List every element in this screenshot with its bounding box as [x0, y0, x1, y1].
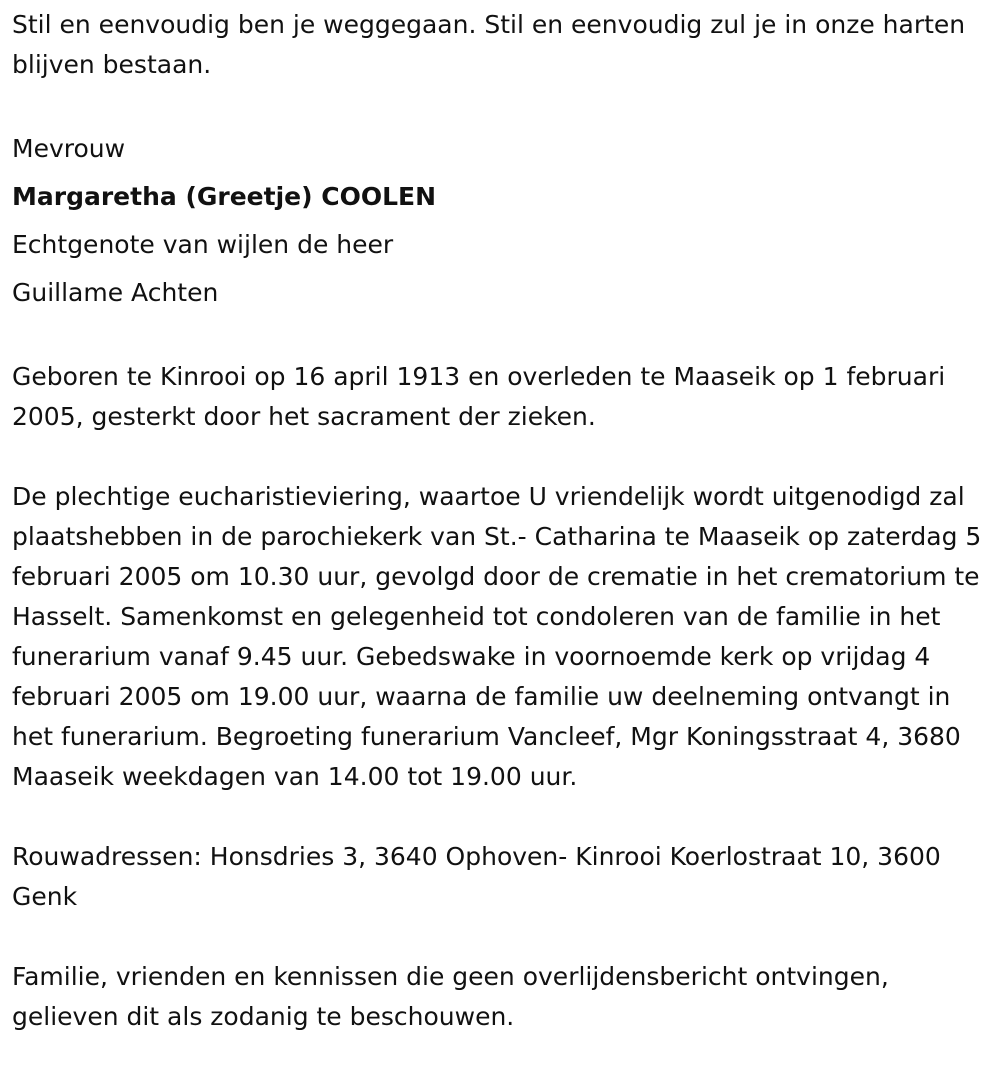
spacer [12, 85, 990, 125]
spouse-line-2: Guillame Achten [12, 278, 219, 307]
spacer [12, 917, 990, 957]
opening-verse: Stil en eenvoudig ben je weggegaan. Stil en eenvoudig zul je in onze harten blijven bestaan. [12, 10, 966, 79]
spouse-line-1: Echtgenote van wijlen de heer [12, 230, 394, 259]
ceremony-paragraph: De plechtige eucharistieviering, waartoe U vriendelijk wordt uitgenodigd zal plaatshebben in de parochiekerk van St.- Catharina te Maaseik op zaterdag 5 februari 2005 om 10.30 uur, gevolgd door de crematie in het crematorium te Hasselt. Samenkomst en gelegenheid tot condoleren van de familie in het funerarium vanaf 9.45 uur. Gebedswake in voornoemde kerk op vrijdag 4 februari 2005 om 19.00 uur, waarna de familie uw deelneming ontvangt in het funerarium. Begroeting funerarium Vancleef, Mgr Koningsstraat 4, 3680 Maaseik weekdagen van 14.00 tot 19.00 uur. [12, 482, 982, 791]
spacer [12, 437, 990, 477]
spacer [12, 317, 990, 357]
addresses-paragraph: Rouwadressen: Honsdries 3, 3640 Ophoven- Kinrooi Koerlostraat 10, 3600 Genk [12, 842, 941, 911]
salutation: Mevrouw [12, 134, 126, 163]
spacer [12, 797, 990, 837]
closing-paragraph: Familie, vrienden en kennissen die geen overlijdensbericht ontvingen, gelieven dit als zodanig te beschouwen. [12, 962, 889, 1031]
deceased-name: Margaretha (Greetje) COOLEN [12, 182, 437, 211]
birth-death-paragraph: Geboren te Kinrooi op 16 april 1913 en overleden te Maaseik op 1 februari 2005, gesterkt door het sacrament der zieken. [12, 362, 946, 431]
